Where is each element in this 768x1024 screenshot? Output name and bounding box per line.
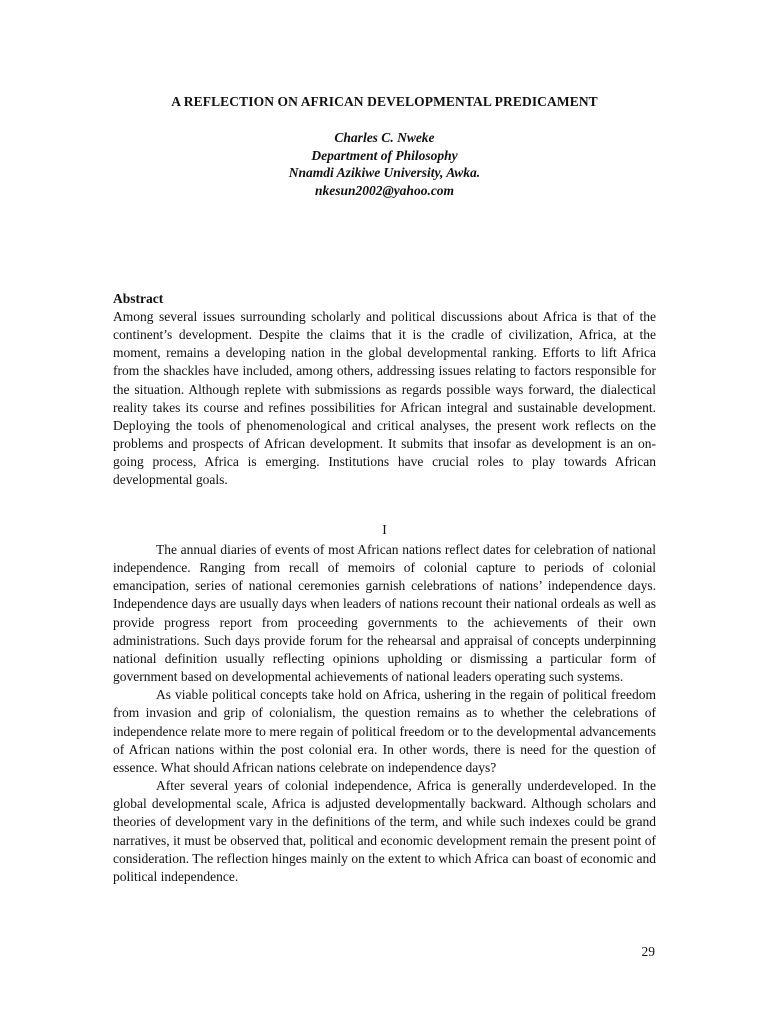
section-numeral: I (382, 522, 387, 537)
body-paragraph: The annual diaries of events of most African nations reflect dates for celebration of national independence. Ranging from recall of memoirs of colonial capture to periods of colonial emancipation, series of national ceremonies garnish celebrations of nations’ independence days. Independence days are usually days when leaders of nations recount their national ordeals as well as provide progress report from proceeding governments to the achievements of their own administrations. Such days provide forum for the rehearsal and appraisal of concepts underpinning national definition usually reflecting opinions upholding or dismissing a particular form of government based on developmental achievements of national leaders operating such systems. (113, 542, 656, 685)
body-paragraph: After several years of colonial independence, Africa is generally underdeveloped. In the global developmental scale, Africa is adjusted developmentally backward. Although scholars and theories of development vary in the definitions of the term, and while such indexes could be grand narratives, it must be observed that, political and economic development remain the present point of consideration. The reflection hinges mainly on the extent to which Africa can boast of economic and political independence. (113, 778, 656, 884)
page-number: 29 (641, 944, 655, 959)
author-institution: Nnamdi Azikiwe University, Awka. (288, 165, 481, 180)
abstract-section (113, 290, 656, 490)
author-block (113, 129, 656, 199)
body-paragraph: As viable political concepts take hold on Africa, ushering in the regain of political freedom from invasion and grip of colonialism, the question remains as to whether the celebrations of independence relate more to mere regain of political freedom or to the developmental advancements of African nations within the post colonial era. In other words, there is need for the question of essence. What should African nations celebrate on independence days? (113, 687, 656, 775)
author-name: Charles C. Nweke (334, 130, 435, 145)
section-one (113, 521, 656, 886)
abstract-text: Among several issues surrounding scholarly and political discussions about Africa is that of the continent’s development. Despite the claims that it is the cradle of civilization, Africa, at the moment, remains a developing nation in the global developmental ranking. Efforts to lift Africa from the shackles have included, among others, addressing issues relating to factors responsible for the situation. Although replete with submissions as regards possible ways forward, the dialectical reality takes its course and refines possibilities for African integral and sustainable development. Deploying the tools of phenomenological and critical analyses, the present work reflects on the problems and prospects of African development. It submits that insofar as development is an on-going process, Africa is emerging. Institutions have crucial roles to play towards African developmental goals. (113, 309, 656, 488)
author-email: nkesun2002@yahoo.com (314, 182, 455, 198)
abstract-heading: Abstract (113, 291, 164, 306)
paper-title: A REFLECTION ON AFRICAN DEVELOPMENTAL PREDICAMENT (171, 94, 598, 109)
author-department: Department of Philosophy (311, 147, 458, 163)
